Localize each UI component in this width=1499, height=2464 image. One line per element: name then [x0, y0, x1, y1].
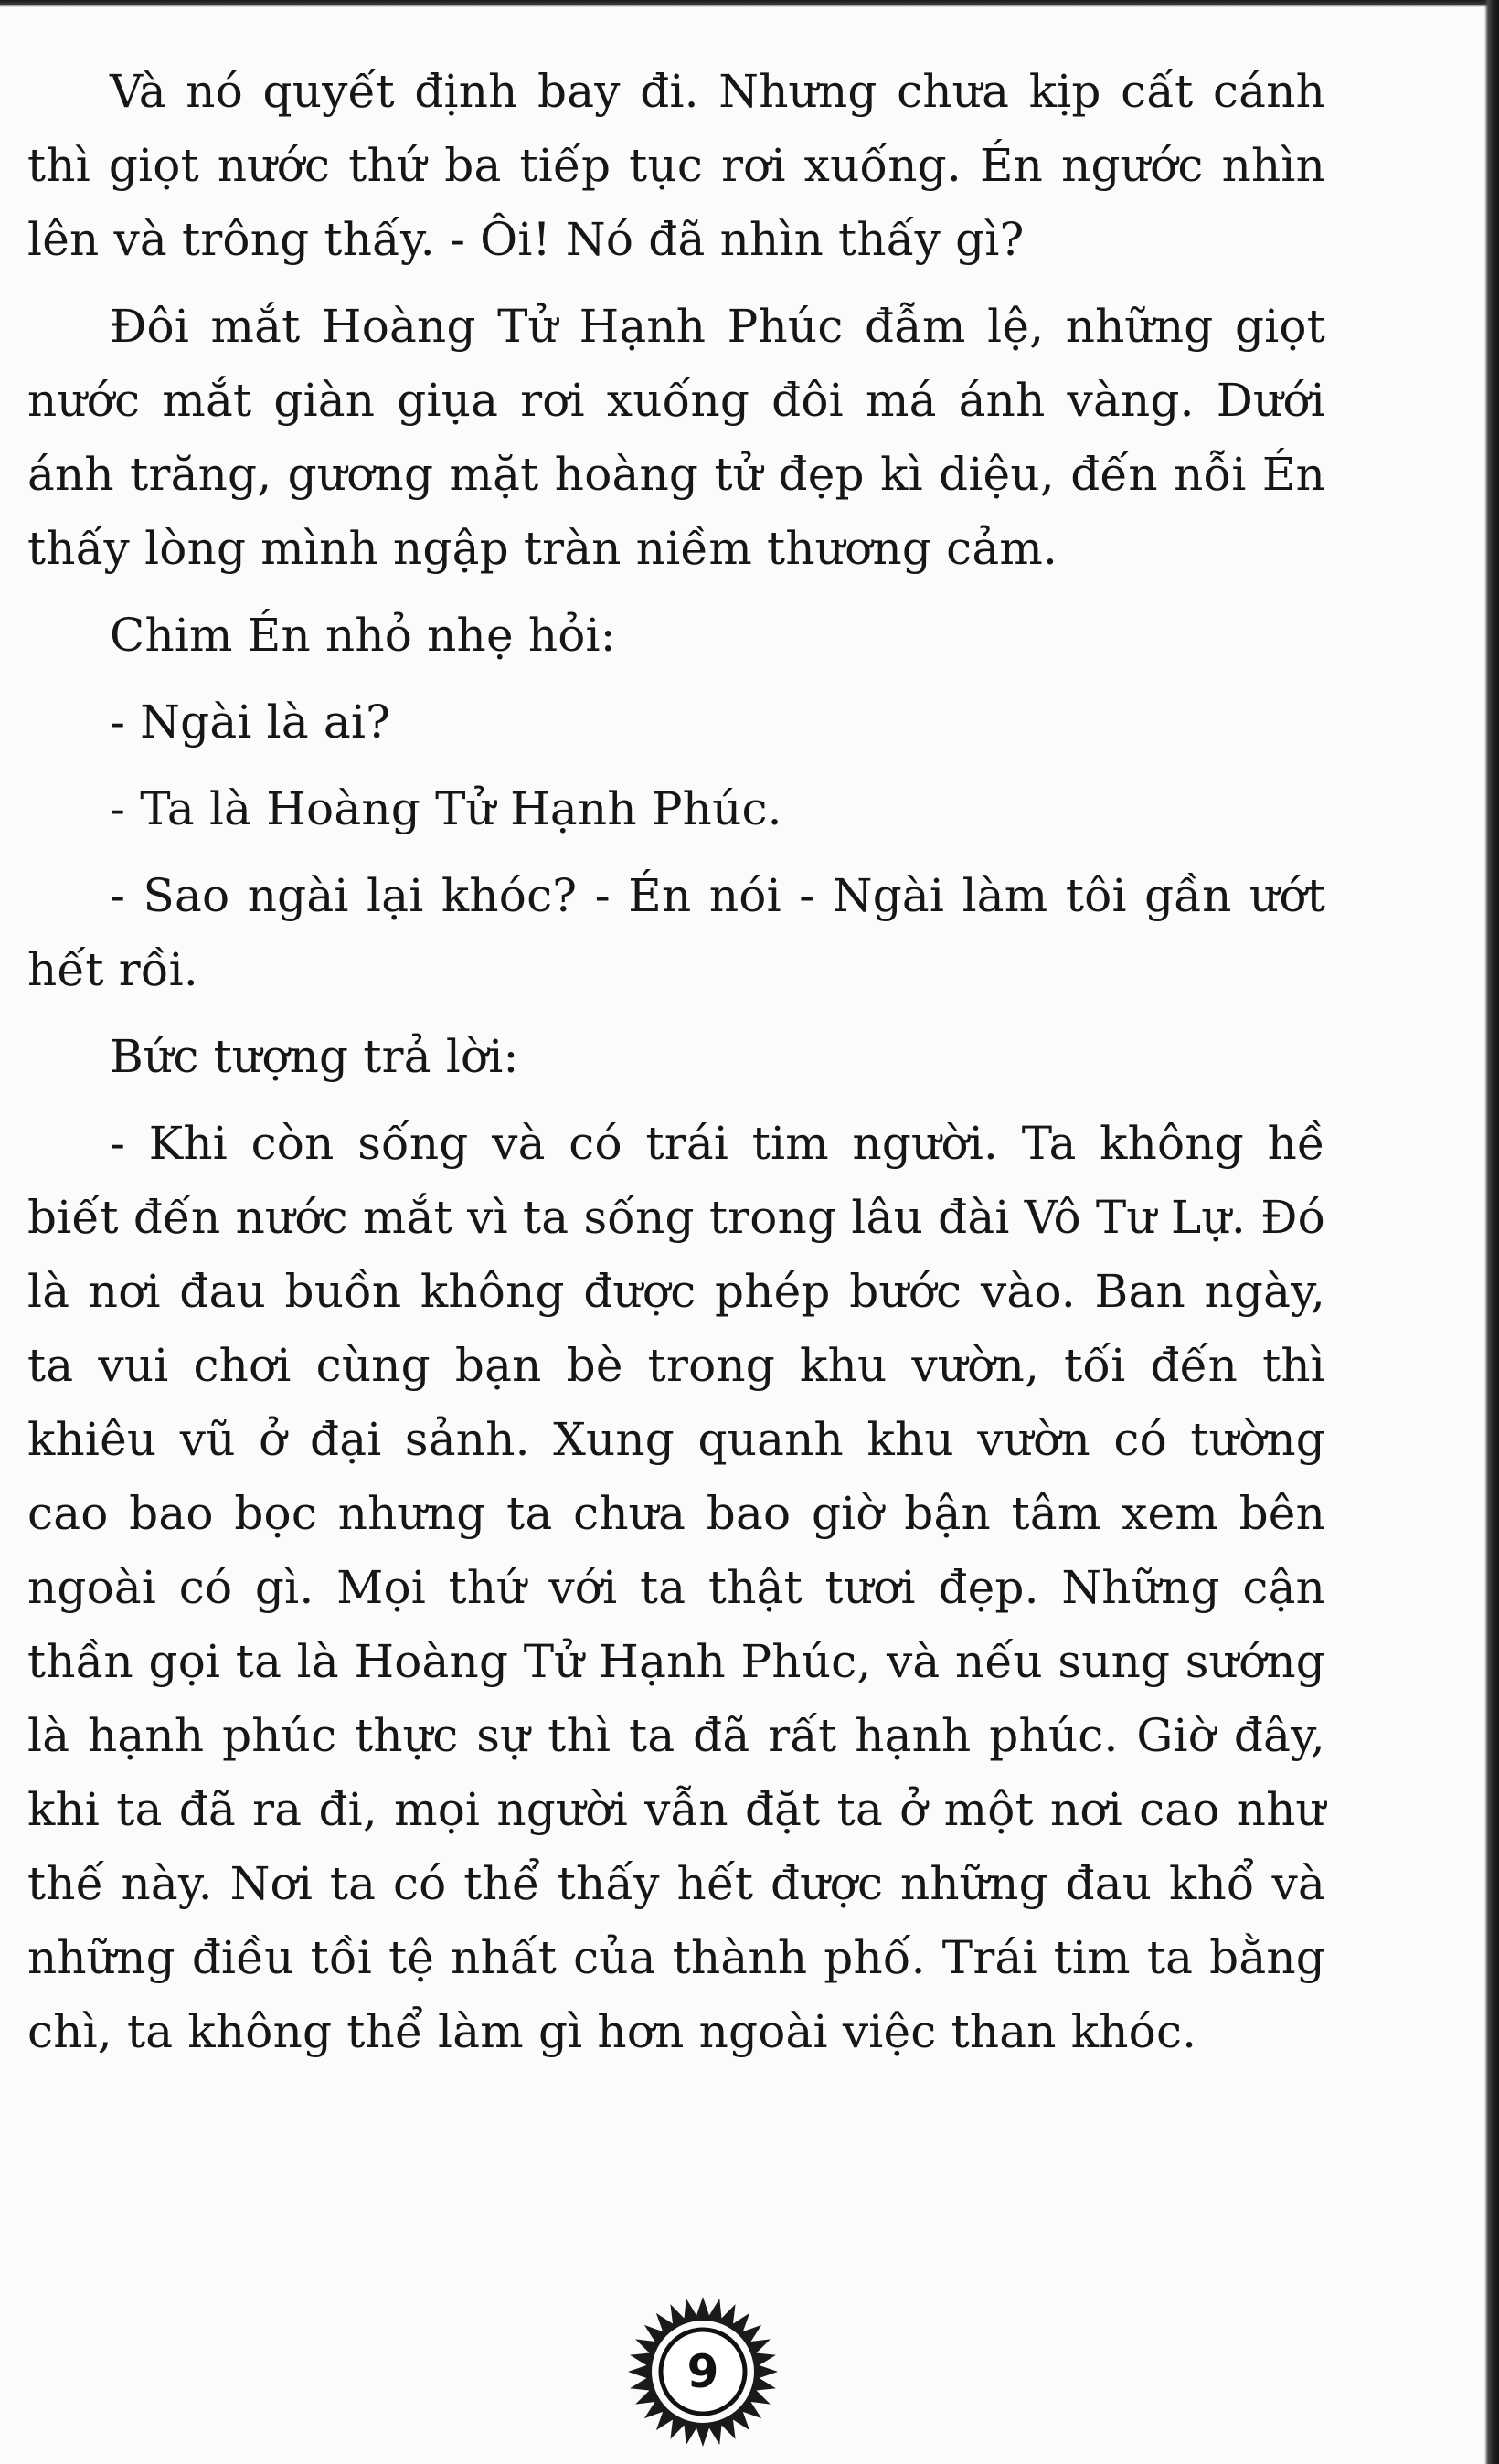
dialog-line-2: - Ta là Hoàng Tử Hạnh Phúc.: [110, 782, 782, 835]
page-number: 9: [686, 2345, 719, 2398]
dialog-line-3: - Sao ngài lại khóc? - Én nói - Ngài làm tôi gần ướt hết rồi.: [27, 869, 1325, 996]
page-top-shadow: [0, 0, 1499, 7]
statue-speech: - Khi còn sống và có trái tim người. Ta không hề biết đến nước mắt vì ta sống trong lâu đài Vô Tư Lự. Đó là nơi đau buồn không được phép bước vào. Ban ngày, ta vui chơi cùng bạn bè trong khu vườn, tối đến thì khiêu vũ ở đại sảnh. Xung quanh khu vườn có tường cao bao bọc nhưng ta chưa bao giờ bận tâm xem bên ngoài có gì. Mọi thứ với ta thật tươi đẹp. Những cận thần gọi ta là Hoàng Tử Hạnh Phúc, và nếu sung sướng là hạnh phúc thực sự thì ta đã rất hạnh phúc. Giờ đây, khi ta đã ra đi, mọi người vẫn đặt ta ở một nơi cao như thế này. Nơi ta có thể thấy hết được những đau khổ và những điều tồi tệ nhất của thành phố. Trái tim ta bằng chì, ta không thể làm gì hơn ngoài việc than khóc.: [27, 1117, 1325, 2058]
dialog-line-1: - Ngài là ai?: [110, 696, 391, 749]
paragraph-1: Và nó quyết định bay đi. Nhưng chưa kịp cất cánh thì giọt nước thứ ba tiếp tục rơi xuống. Én ngước nhìn lên và trông thấy. - Ôi! Nó đã nhìn thấy gì?: [27, 65, 1325, 266]
paragraph-2: Đôi mắt Hoàng Tử Hạnh Phúc đẫm lệ, những giọt nước mắt giàn giụa rơi xuống đôi má ánh vàng. Dưới ánh trăng, gương mặt hoàng tử đẹp kì diệu, đến nỗi Én thấy lòng mình ngập tràn niềm thương cảm.: [27, 300, 1325, 575]
page-right-shadow: [1484, 0, 1499, 2464]
page-number-badge: [625, 2294, 781, 2449]
paragraph-3: Chim Én nhỏ nhẹ hỏi:: [110, 609, 616, 662]
story-text: [27, 55, 1325, 2082]
paragraph-4: Bức tượng trả lời:: [110, 1030, 519, 1083]
